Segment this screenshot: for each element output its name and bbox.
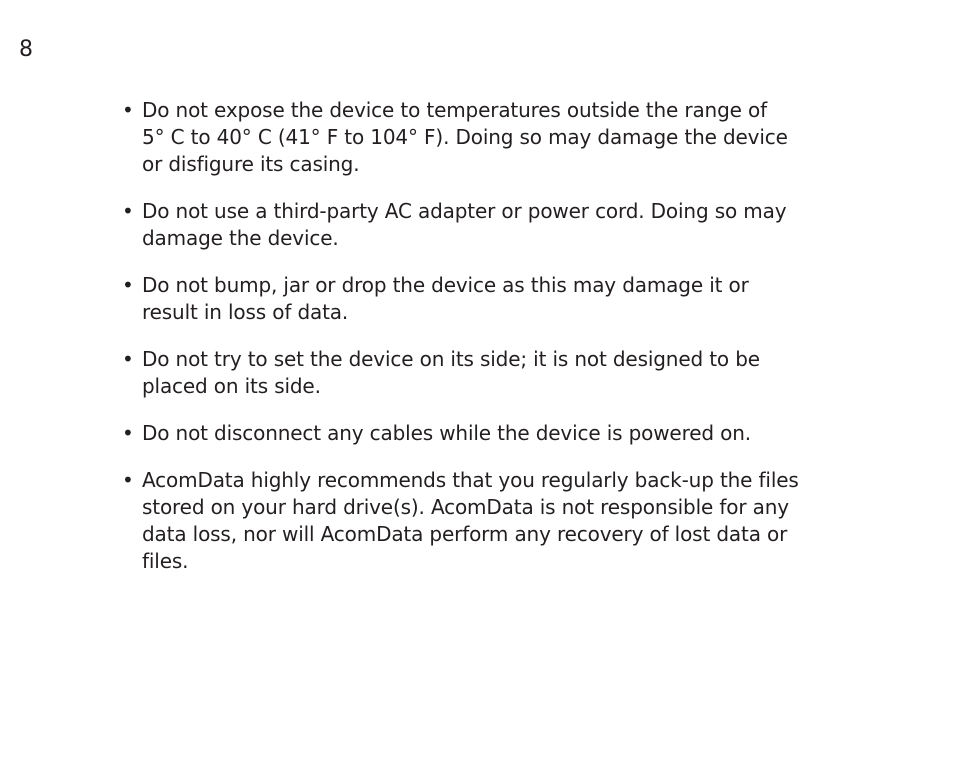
item-text-line: AcomData highly recommends that you regularly back-up the files (142, 468, 799, 492)
safety-bullet-list (120, 97, 900, 595)
item-text-line: stored on your hard drive(s). AcomData is not responsible for any (142, 495, 789, 519)
bullet-icon: • (122, 273, 134, 297)
item-text-line: 5° C to 40° C (41° F to 104° F). Doing so may damage the device (142, 125, 788, 149)
item-text-line: Do not bump, jar or drop the device as this may damage it or (142, 273, 749, 297)
item-text-line: result in loss of data. (142, 300, 349, 324)
item-text-line: Do not expose the device to temperatures outside the range of (142, 98, 767, 122)
bullet-icon: • (122, 199, 134, 223)
bullet-icon: • (122, 421, 134, 445)
item-text-line: data loss, nor will AcomData perform any recovery of lost data or (142, 522, 788, 546)
bullet-icon: • (122, 347, 134, 371)
bullet-icon: • (122, 98, 134, 122)
bullet-item-temperature (120, 97, 900, 178)
bullet-item-side (120, 346, 900, 400)
page-number: 8 (19, 37, 33, 62)
bullet-item-cables (120, 420, 900, 447)
item-text-line: Do not disconnect any cables while the device is powered on. (142, 421, 751, 445)
item-text-line: Do not try to set the device on its side; it is not designed to be (142, 347, 760, 371)
item-text-line: Do not use a third-party AC adapter or power cord. Doing so may (142, 199, 787, 223)
item-text-line: or disfigure its casing. (142, 152, 360, 176)
bullet-icon: • (122, 468, 134, 492)
bullet-item-backup (120, 467, 900, 575)
item-text-line: damage the device. (142, 226, 339, 250)
item-text-line: placed on its side. (142, 374, 321, 398)
bullet-item-bump (120, 272, 900, 326)
bullet-item-adapter (120, 198, 900, 252)
item-text-line: files. (142, 549, 189, 573)
